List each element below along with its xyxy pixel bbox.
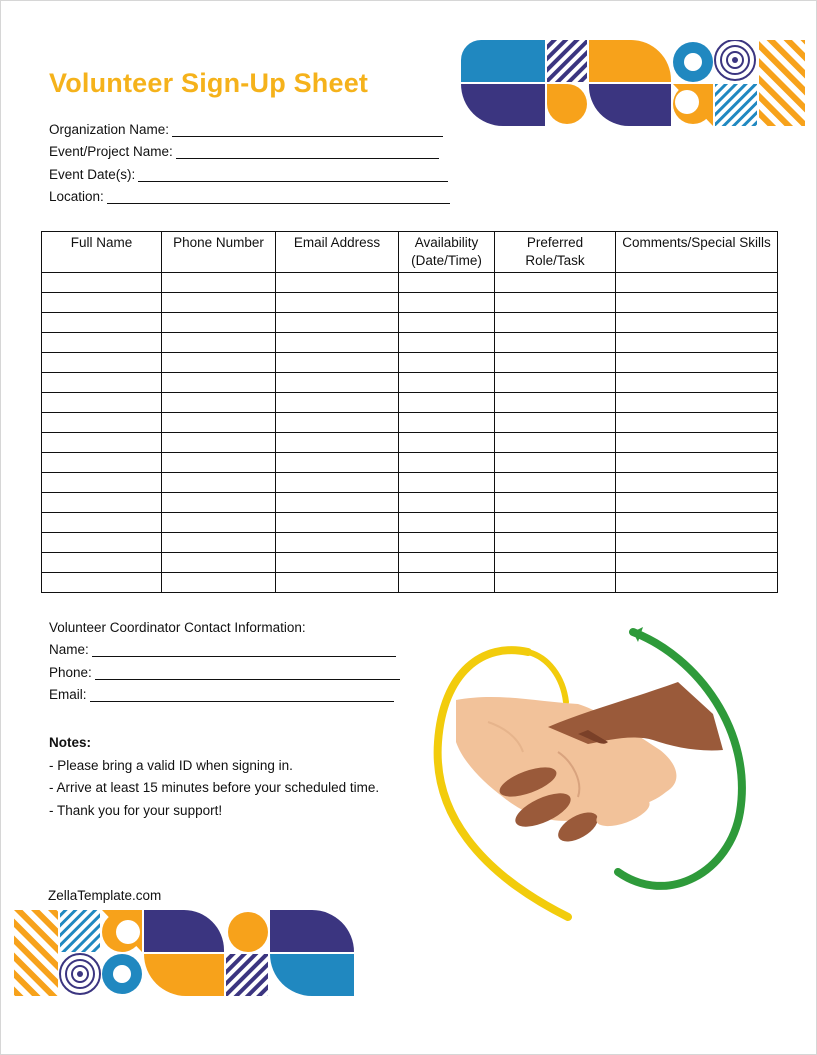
table-cell[interactable] [399, 273, 495, 293]
coordinator-name-label: Name: [49, 642, 89, 657]
table-cell[interactable] [616, 293, 778, 313]
table-cell[interactable] [42, 473, 162, 493]
table-cell[interactable] [276, 373, 399, 393]
table-cell[interactable] [162, 533, 276, 553]
table-row [42, 373, 778, 393]
event-dates-label: Event Date(s): [49, 167, 136, 182]
table-cell[interactable] [495, 413, 616, 433]
table-cell[interactable] [276, 513, 399, 533]
table-cell[interactable] [399, 533, 495, 553]
table-cell[interactable] [42, 533, 162, 553]
column-header-full-name: Full Name [42, 232, 162, 273]
table-row [42, 293, 778, 313]
table-cell[interactable] [42, 493, 162, 513]
location-field[interactable] [49, 189, 450, 204]
table-cell[interactable] [276, 333, 399, 353]
event-project-name-label: Event/Project Name: [49, 144, 173, 159]
coordinator-phone-label: Phone: [49, 665, 92, 680]
table-cell[interactable] [495, 533, 616, 553]
table-cell[interactable] [162, 333, 276, 353]
table-cell[interactable] [42, 293, 162, 313]
event-dates-line[interactable] [138, 167, 448, 182]
table-cell[interactable] [42, 573, 162, 593]
table-cell[interactable] [495, 493, 616, 513]
table-cell[interactable] [276, 573, 399, 593]
table-cell[interactable] [162, 453, 276, 473]
table-cell[interactable] [495, 553, 616, 573]
table-cell[interactable] [162, 373, 276, 393]
table-cell[interactable] [495, 333, 616, 353]
table-row [42, 453, 778, 473]
table-cell[interactable] [42, 413, 162, 433]
table-cell[interactable] [42, 553, 162, 573]
table-cell[interactable] [162, 473, 276, 493]
column-header-preferred-role: Preferred Role/Task [495, 232, 616, 273]
table-cell[interactable] [162, 553, 276, 573]
table-row [42, 353, 778, 373]
table-cell[interactable] [276, 413, 399, 433]
table-cell[interactable] [162, 513, 276, 533]
table-cell[interactable] [616, 433, 778, 453]
table-cell[interactable] [399, 433, 495, 453]
note-item: - Please bring a valid ID when signing in. [49, 757, 293, 773]
table-cell[interactable] [276, 493, 399, 513]
table-row [42, 473, 778, 493]
table-cell[interactable] [616, 453, 778, 473]
table-row [42, 533, 778, 553]
table-cell[interactable] [616, 373, 778, 393]
table-cell[interactable] [399, 573, 495, 593]
organization-name-label: Organization Name: [49, 122, 170, 137]
table-cell[interactable] [276, 453, 399, 473]
column-header-phone-number: Phone Number [162, 232, 276, 273]
coordinator-phone-field[interactable] [49, 665, 400, 680]
note-item: - Thank you for your support! [49, 802, 223, 818]
note-item: - Arrive at least 15 minutes before your scheduled time. [49, 780, 380, 796]
table-cell[interactable] [399, 393, 495, 413]
table-row [42, 433, 778, 453]
table-cell[interactable] [495, 573, 616, 593]
table-cell[interactable] [399, 473, 495, 493]
table-cell[interactable] [276, 473, 399, 493]
table-cell[interactable] [42, 353, 162, 373]
table-cell[interactable] [495, 513, 616, 533]
table-cell[interactable] [162, 413, 276, 433]
organization-name-line[interactable] [172, 122, 443, 137]
table-row [42, 333, 778, 353]
location-line[interactable] [107, 189, 450, 204]
coordinator-phone-line[interactable] [95, 665, 400, 680]
coordinator-name-field[interactable] [49, 642, 396, 657]
table-cell[interactable] [399, 413, 495, 433]
table-cell[interactable] [616, 413, 778, 433]
page-title: Volunteer Sign-Up Sheet [49, 68, 369, 98]
table-cell[interactable] [162, 293, 276, 313]
table-cell[interactable] [42, 333, 162, 353]
table-cell[interactable] [162, 273, 276, 293]
table-row [42, 313, 778, 333]
table-cell[interactable] [162, 493, 276, 513]
table-cell[interactable] [42, 393, 162, 413]
notes-heading: Notes: [49, 735, 92, 750]
location-label: Location: [49, 189, 104, 204]
table-cell[interactable] [276, 553, 399, 573]
table-cell[interactable] [399, 513, 495, 533]
table-cell[interactable] [616, 273, 778, 293]
coordinator-contact-title: Volunteer Coordinator Contact Information: [49, 620, 306, 635]
table-cell[interactable] [495, 393, 616, 413]
coordinator-email-line[interactable] [90, 687, 394, 702]
table-cell[interactable] [399, 493, 495, 513]
table-row [42, 573, 778, 593]
table-cell[interactable] [276, 353, 399, 373]
table-cell[interactable] [42, 373, 162, 393]
table-cell[interactable] [42, 273, 162, 293]
table-cell[interactable] [495, 353, 616, 373]
table-cell[interactable] [42, 513, 162, 533]
table-cell[interactable] [495, 293, 616, 313]
table-cell[interactable] [162, 313, 276, 333]
table-cell[interactable] [276, 293, 399, 313]
coordinator-email-label: Email: [49, 687, 87, 702]
table-cell[interactable] [399, 293, 495, 313]
table-cell[interactable] [495, 473, 616, 493]
table-cell[interactable] [276, 393, 399, 413]
table-cell[interactable] [495, 273, 616, 293]
table-cell[interactable] [42, 453, 162, 473]
table-cell[interactable] [616, 333, 778, 353]
table-cell[interactable] [276, 533, 399, 553]
table-header-row [42, 232, 778, 273]
table-row [42, 393, 778, 413]
column-header-availability: Availability (Date/Time) [399, 232, 495, 273]
decorative-pattern-top [461, 40, 805, 126]
table-cell[interactable] [616, 533, 778, 553]
table-cell[interactable] [495, 453, 616, 473]
column-header-email-address: Email Address [276, 232, 399, 273]
table-row [42, 413, 778, 433]
event-project-name-field[interactable] [49, 144, 439, 159]
table-cell[interactable] [495, 313, 616, 333]
table-body [42, 273, 778, 593]
notes-section [49, 732, 379, 822]
table-cell[interactable] [162, 573, 276, 593]
table-cell[interactable] [616, 513, 778, 533]
table-cell[interactable] [399, 353, 495, 373]
table-cell[interactable] [276, 433, 399, 453]
table-row [42, 553, 778, 573]
table-cell[interactable] [616, 473, 778, 493]
coordinator-email-field[interactable] [49, 687, 394, 702]
table-cell[interactable] [495, 373, 616, 393]
table-cell[interactable] [399, 313, 495, 333]
table-cell[interactable] [162, 433, 276, 453]
table-cell[interactable] [399, 373, 495, 393]
organization-name-field[interactable] [49, 122, 443, 137]
table-cell[interactable] [616, 313, 778, 333]
table-cell[interactable] [616, 553, 778, 573]
volunteer-signup-table [41, 231, 778, 593]
table-row [42, 273, 778, 293]
event-dates-field[interactable] [49, 167, 448, 182]
table-cell[interactable] [276, 313, 399, 333]
table-cell[interactable] [399, 453, 495, 473]
handshake-illustration [428, 622, 754, 932]
decorative-pattern-bottom [14, 910, 354, 996]
column-header-comments-skills: Comments/Special Skills [616, 232, 778, 273]
table-cell[interactable] [616, 393, 778, 413]
table-row [42, 493, 778, 513]
table-cell[interactable] [276, 273, 399, 293]
table-cell[interactable] [42, 433, 162, 453]
coordinator-name-line[interactable] [92, 642, 396, 657]
event-project-name-line[interactable] [176, 144, 439, 159]
table-cell[interactable] [616, 573, 778, 593]
table-cell[interactable] [42, 313, 162, 333]
table-cell[interactable] [399, 553, 495, 573]
table-cell[interactable] [399, 333, 495, 353]
footer-site-link[interactable]: ZellaTemplate.com [48, 888, 162, 903]
table-cell[interactable] [616, 353, 778, 373]
table-row [42, 513, 778, 533]
table-cell[interactable] [162, 353, 276, 373]
table-cell[interactable] [162, 393, 276, 413]
table-cell[interactable] [495, 433, 616, 453]
table-cell[interactable] [616, 493, 778, 513]
